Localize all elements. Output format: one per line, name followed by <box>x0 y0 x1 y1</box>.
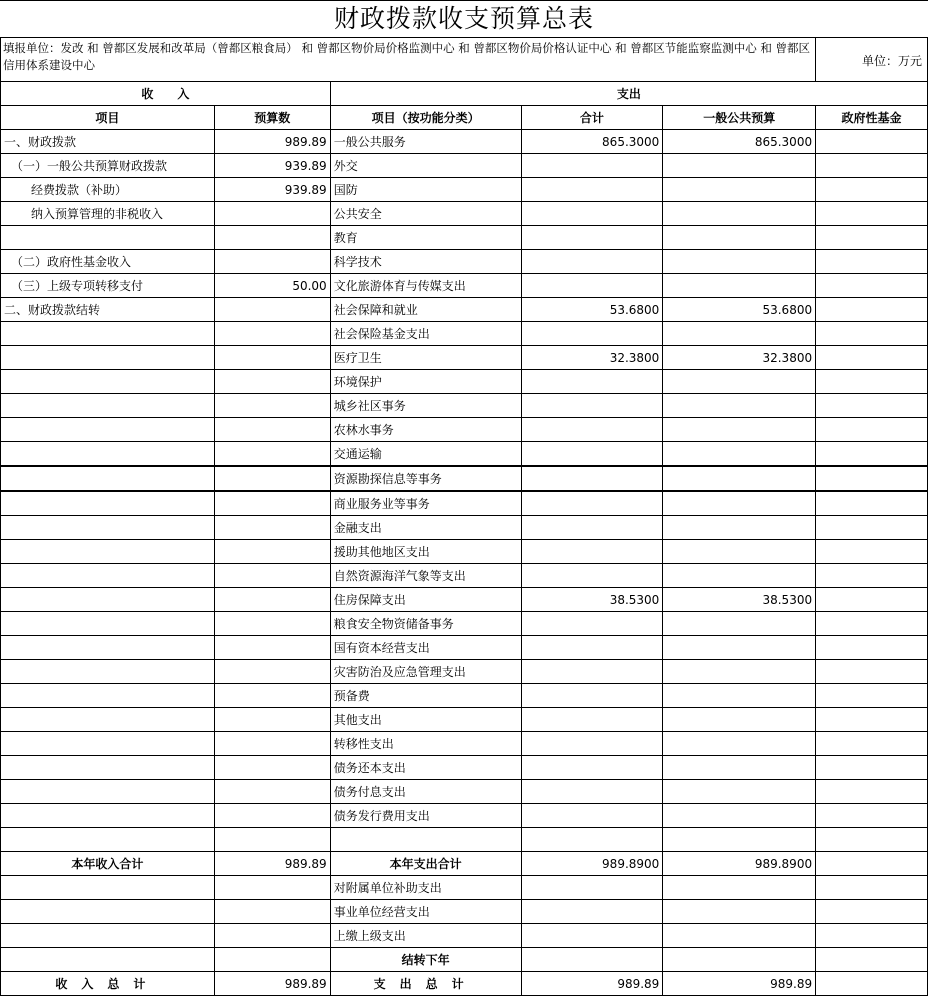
expense-general-cell <box>663 394 816 418</box>
expense-item-cell: 国有资本经营支出 <box>330 636 521 660</box>
income-item-cell <box>1 516 215 540</box>
expense-general-cell <box>663 202 816 226</box>
expense-item-cell: 粮食安全物资储备事务 <box>330 612 521 636</box>
expense-total-cell: 32.3800 <box>521 346 663 370</box>
expense-fund-cell <box>816 322 928 346</box>
expense-total-cell <box>521 491 663 516</box>
expense-total-cell <box>521 948 663 972</box>
expense-item-cell: 援助其他地区支出 <box>330 540 521 564</box>
expense-item-cell: 本年支出合计 <box>330 852 521 876</box>
table-row <box>1 394 928 418</box>
col-header-fund: 政府性基金 <box>816 106 928 130</box>
income-budget-cell <box>214 346 330 370</box>
expense-fund-cell <box>816 684 928 708</box>
table-row <box>1 756 928 780</box>
income-item-cell: 本年收入合计 <box>1 852 215 876</box>
expense-item-cell: 国防 <box>330 178 521 202</box>
expense-fund-cell <box>816 466 928 491</box>
expense-fund-cell <box>816 948 928 972</box>
expense-general-cell <box>663 226 816 250</box>
income-budget-cell <box>214 322 330 346</box>
table-row <box>1 828 928 852</box>
income-item-cell <box>1 684 215 708</box>
expense-item-cell: 公共安全 <box>330 202 521 226</box>
expense-fund-cell <box>816 540 928 564</box>
expense-fund-cell <box>816 226 928 250</box>
expense-total-cell <box>521 900 663 924</box>
expense-total-cell <box>521 708 663 732</box>
income-item-cell: 二、财政拨款结转 <box>1 298 215 322</box>
expense-item-cell: 教育 <box>330 226 521 250</box>
expense-total-cell <box>521 370 663 394</box>
income-budget-cell <box>214 491 330 516</box>
expense-item-cell: 债务还本支出 <box>330 756 521 780</box>
table-row <box>1 780 928 804</box>
expense-fund-cell <box>816 418 928 442</box>
expense-general-cell: 989.8900 <box>663 852 816 876</box>
expense-total-cell <box>521 274 663 298</box>
income-budget-cell: 50.00 <box>214 274 330 298</box>
expense-total-cell: 989.8900 <box>521 852 663 876</box>
income-budget-cell <box>214 202 330 226</box>
table-row <box>1 516 928 540</box>
expense-total-cell <box>521 636 663 660</box>
income-item-cell: （一）一般公共预算财政拨款 <box>1 154 215 178</box>
table-row <box>1 370 928 394</box>
expense-section-header: 支出 <box>330 82 927 106</box>
table-row <box>1 130 928 154</box>
expense-fund-cell <box>816 370 928 394</box>
column-header-row <box>1 106 928 130</box>
expense-item-cell: 自然资源海洋气象等支出 <box>330 564 521 588</box>
expense-general-cell <box>663 924 816 948</box>
expense-item-cell: 一般公共服务 <box>330 130 521 154</box>
col-header-total: 合计 <box>521 106 663 130</box>
expense-item-cell: 科学技术 <box>330 250 521 274</box>
expense-item-cell: 商业服务业等事务 <box>330 491 521 516</box>
income-budget-cell <box>214 900 330 924</box>
expense-item-cell: 灾害防治及应急管理支出 <box>330 660 521 684</box>
section-header-row <box>1 82 928 106</box>
income-budget-cell <box>214 418 330 442</box>
expense-total-cell <box>521 250 663 274</box>
table-row <box>1 852 928 876</box>
expense-item-cell: 医疗卫生 <box>330 346 521 370</box>
table-row <box>1 636 928 660</box>
expense-general-cell <box>663 250 816 274</box>
income-budget-cell <box>214 876 330 900</box>
income-item-cell <box>1 491 215 516</box>
expense-fund-cell <box>816 828 928 852</box>
expense-general-cell <box>663 612 816 636</box>
expense-general-cell <box>663 322 816 346</box>
income-budget-cell <box>214 298 330 322</box>
table-row <box>1 684 928 708</box>
expense-fund-cell <box>816 564 928 588</box>
table-row <box>1 346 928 370</box>
filing-unit-info: 填报单位：发改 和 曾都区发展和改革局（曾都区粮食局） 和 曾都区物价局价格监测中心 和 曾都区物价局价格认证中心 和 曾都区节能监察监测中心 和 曾都区信用体系建设中心 <box>3 41 811 72</box>
expense-fund-cell <box>816 852 928 876</box>
unit-label: 单位：万元 <box>861 54 922 68</box>
income-item-cell <box>1 370 215 394</box>
expense-item-cell <box>330 828 521 852</box>
income-budget-cell <box>214 636 330 660</box>
income-item-cell <box>1 804 215 828</box>
expense-fund-cell <box>816 900 928 924</box>
expense-item-cell: 住房保障支出 <box>330 588 521 612</box>
income-item-cell <box>1 394 215 418</box>
table-row <box>1 732 928 756</box>
table-row <box>1 226 928 250</box>
expense-item-cell: 支出总计 <box>330 972 521 996</box>
income-item-cell <box>1 612 215 636</box>
expense-item-cell: 外交 <box>330 154 521 178</box>
income-budget-cell <box>214 226 330 250</box>
table-row <box>1 948 928 972</box>
table-row <box>1 540 928 564</box>
income-budget-cell <box>214 394 330 418</box>
expense-fund-cell <box>816 804 928 828</box>
income-item-cell <box>1 708 215 732</box>
col-header-budget: 预算数 <box>214 106 330 130</box>
expense-item-cell: 交通运输 <box>330 442 521 467</box>
expense-item-cell: 环境保护 <box>330 370 521 394</box>
expense-total-cell <box>521 466 663 491</box>
expense-general-cell <box>663 660 816 684</box>
income-budget-cell <box>214 516 330 540</box>
table-row <box>1 972 928 996</box>
table-row <box>1 298 928 322</box>
income-item-cell <box>1 418 215 442</box>
expense-fund-cell <box>816 491 928 516</box>
expense-general-cell: 53.6800 <box>663 298 816 322</box>
income-budget-cell <box>214 466 330 491</box>
expense-fund-cell <box>816 636 928 660</box>
expense-total-cell <box>521 154 663 178</box>
income-item-cell <box>1 588 215 612</box>
income-item-cell <box>1 466 215 491</box>
expense-total-cell <box>521 442 663 467</box>
income-budget-cell <box>214 540 330 564</box>
expense-total-cell <box>521 780 663 804</box>
expense-item-cell: 农林水事务 <box>330 418 521 442</box>
income-budget-cell: 989.89 <box>214 130 330 154</box>
expense-general-cell: 989.89 <box>663 972 816 996</box>
expense-fund-cell <box>816 346 928 370</box>
expense-fund-cell <box>816 660 928 684</box>
income-budget-cell <box>214 708 330 732</box>
expense-total-cell <box>521 924 663 948</box>
table-row <box>1 154 928 178</box>
expense-general-cell <box>663 708 816 732</box>
expense-fund-cell <box>816 708 928 732</box>
table-row <box>1 564 928 588</box>
col-header-item: 项目 <box>1 106 215 130</box>
col-header-general: 一般公共预算 <box>663 106 816 130</box>
income-budget-cell <box>214 370 330 394</box>
income-budget-cell <box>214 828 330 852</box>
income-budget-cell <box>214 564 330 588</box>
income-budget-cell <box>214 588 330 612</box>
expense-total-cell <box>521 418 663 442</box>
expense-item-cell: 对附属单位补助支出 <box>330 876 521 900</box>
income-item-cell <box>1 660 215 684</box>
expense-general-cell <box>663 684 816 708</box>
table-row <box>1 924 928 948</box>
income-item-cell <box>1 780 215 804</box>
income-item-cell <box>1 346 215 370</box>
income-budget-cell: 989.89 <box>214 852 330 876</box>
income-item-cell <box>1 876 215 900</box>
income-section-header: 收 入 <box>1 82 331 106</box>
income-budget-cell <box>214 684 330 708</box>
expense-total-cell <box>521 564 663 588</box>
expense-fund-cell <box>816 394 928 418</box>
income-budget-cell: 939.89 <box>214 178 330 202</box>
income-item-cell <box>1 732 215 756</box>
income-item-cell: 纳入预算管理的非税收入 <box>1 202 215 226</box>
expense-item-cell: 其他支出 <box>330 708 521 732</box>
expense-item-cell: 文化旅游体育与传媒支出 <box>330 274 521 298</box>
expense-fund-cell <box>816 588 928 612</box>
expense-item-cell: 上缴上级支出 <box>330 924 521 948</box>
expense-general-cell <box>663 370 816 394</box>
expense-fund-cell <box>816 516 928 540</box>
table-row <box>1 418 928 442</box>
expense-fund-cell <box>816 178 928 202</box>
expense-fund-cell <box>816 202 928 226</box>
info-unit-divider <box>815 37 816 81</box>
expense-item-cell: 资源勘探信息等事务 <box>330 466 521 491</box>
page-title: 财政拨款收支预算总表 <box>333 4 594 33</box>
expense-total-cell: 53.6800 <box>521 298 663 322</box>
expense-fund-cell <box>816 756 928 780</box>
table-row <box>1 274 928 298</box>
expense-total-cell <box>521 828 663 852</box>
expense-general-cell <box>663 780 816 804</box>
expense-total-cell <box>521 876 663 900</box>
expense-general-cell <box>663 466 816 491</box>
expense-item-cell: 金融支出 <box>330 516 521 540</box>
expense-fund-cell <box>816 298 928 322</box>
table-row <box>1 178 928 202</box>
expense-fund-cell <box>816 130 928 154</box>
table-row <box>1 612 928 636</box>
income-budget-cell <box>214 924 330 948</box>
table-row <box>1 202 928 226</box>
expense-general-cell <box>663 900 816 924</box>
expense-total-cell <box>521 226 663 250</box>
expense-item-cell: 城乡社区事务 <box>330 394 521 418</box>
expense-general-cell: 32.3800 <box>663 346 816 370</box>
expense-total-cell <box>521 684 663 708</box>
income-budget-cell: 989.89 <box>214 972 330 996</box>
expense-general-cell <box>663 948 816 972</box>
expense-general-cell <box>663 876 816 900</box>
expense-total-cell <box>521 540 663 564</box>
income-item-cell <box>1 322 215 346</box>
expense-general-cell <box>663 491 816 516</box>
expense-general-cell: 38.5300 <box>663 588 816 612</box>
expense-total-cell <box>521 612 663 636</box>
budget-table <box>0 81 928 996</box>
income-budget-cell <box>214 732 330 756</box>
expense-fund-cell <box>816 612 928 636</box>
expense-general-cell <box>663 804 816 828</box>
expense-general-cell <box>663 564 816 588</box>
income-budget-cell <box>214 612 330 636</box>
expense-total-cell: 989.89 <box>521 972 663 996</box>
income-item-cell <box>1 948 215 972</box>
expense-total-cell <box>521 178 663 202</box>
expense-total-cell <box>521 394 663 418</box>
expense-total-cell: 865.3000 <box>521 130 663 154</box>
income-item-cell: （二）政府性基金收入 <box>1 250 215 274</box>
table-row <box>1 491 928 516</box>
expense-fund-cell <box>816 924 928 948</box>
expense-item-cell: 债务发行费用支出 <box>330 804 521 828</box>
income-budget-cell <box>214 442 330 467</box>
income-budget-cell: 939.89 <box>214 154 330 178</box>
table-row <box>1 876 928 900</box>
table-row <box>1 322 928 346</box>
income-item-cell: 一、财政拨款 <box>1 130 215 154</box>
income-budget-cell <box>214 756 330 780</box>
expense-fund-cell <box>816 972 928 996</box>
expense-item-cell: 社会保险基金支出 <box>330 322 521 346</box>
expense-total-cell <box>521 732 663 756</box>
table-row <box>1 466 928 491</box>
income-item-cell: （三）上级专项转移支付 <box>1 274 215 298</box>
income-item-cell <box>1 924 215 948</box>
expense-total-cell <box>521 804 663 828</box>
income-item-cell <box>1 564 215 588</box>
expense-general-cell <box>663 418 816 442</box>
expense-general-cell <box>663 732 816 756</box>
income-item-cell <box>1 540 215 564</box>
expense-total-cell <box>521 322 663 346</box>
expense-general-cell: 865.3000 <box>663 130 816 154</box>
income-item-cell <box>1 756 215 780</box>
income-budget-cell <box>214 948 330 972</box>
expense-general-cell <box>663 274 816 298</box>
income-item-cell <box>1 900 215 924</box>
expense-general-cell <box>663 178 816 202</box>
income-budget-cell <box>214 660 330 684</box>
title-divider <box>0 37 928 38</box>
expense-fund-cell <box>816 876 928 900</box>
income-item-cell: 经费拨款（补助） <box>1 178 215 202</box>
expense-general-cell <box>663 540 816 564</box>
table-row <box>1 900 928 924</box>
expense-item-cell: 社会保障和就业 <box>330 298 521 322</box>
table-row <box>1 250 928 274</box>
expense-fund-cell <box>816 250 928 274</box>
expense-fund-cell <box>816 154 928 178</box>
expense-item-cell: 结转下年 <box>330 948 521 972</box>
expense-total-cell <box>521 756 663 780</box>
income-item-cell: 收入总计 <box>1 972 215 996</box>
info-left-border <box>0 37 1 81</box>
expense-general-cell <box>663 442 816 467</box>
income-item-cell <box>1 636 215 660</box>
expense-total-cell: 38.5300 <box>521 588 663 612</box>
expense-general-cell <box>663 516 816 540</box>
expense-fund-cell <box>816 274 928 298</box>
expense-general-cell <box>663 154 816 178</box>
income-item-cell <box>1 226 215 250</box>
expense-total-cell <box>521 516 663 540</box>
income-item-cell <box>1 828 215 852</box>
expense-general-cell <box>663 756 816 780</box>
col-header-func-item: 项目（按功能分类） <box>330 106 521 130</box>
expense-general-cell <box>663 828 816 852</box>
income-budget-cell <box>214 804 330 828</box>
income-item-cell <box>1 442 215 467</box>
table-row <box>1 660 928 684</box>
table-row <box>1 588 928 612</box>
expense-item-cell: 预备费 <box>330 684 521 708</box>
expense-total-cell <box>521 202 663 226</box>
table-row <box>1 442 928 467</box>
expense-fund-cell <box>816 780 928 804</box>
expense-general-cell <box>663 636 816 660</box>
table-row <box>1 804 928 828</box>
expense-item-cell: 事业单位经营支出 <box>330 900 521 924</box>
income-budget-cell <box>214 780 330 804</box>
income-budget-cell <box>214 250 330 274</box>
expense-total-cell <box>521 660 663 684</box>
expense-item-cell: 债务付息支出 <box>330 780 521 804</box>
expense-fund-cell <box>816 442 928 467</box>
table-row <box>1 708 928 732</box>
expense-item-cell: 转移性支出 <box>330 732 521 756</box>
expense-fund-cell <box>816 732 928 756</box>
